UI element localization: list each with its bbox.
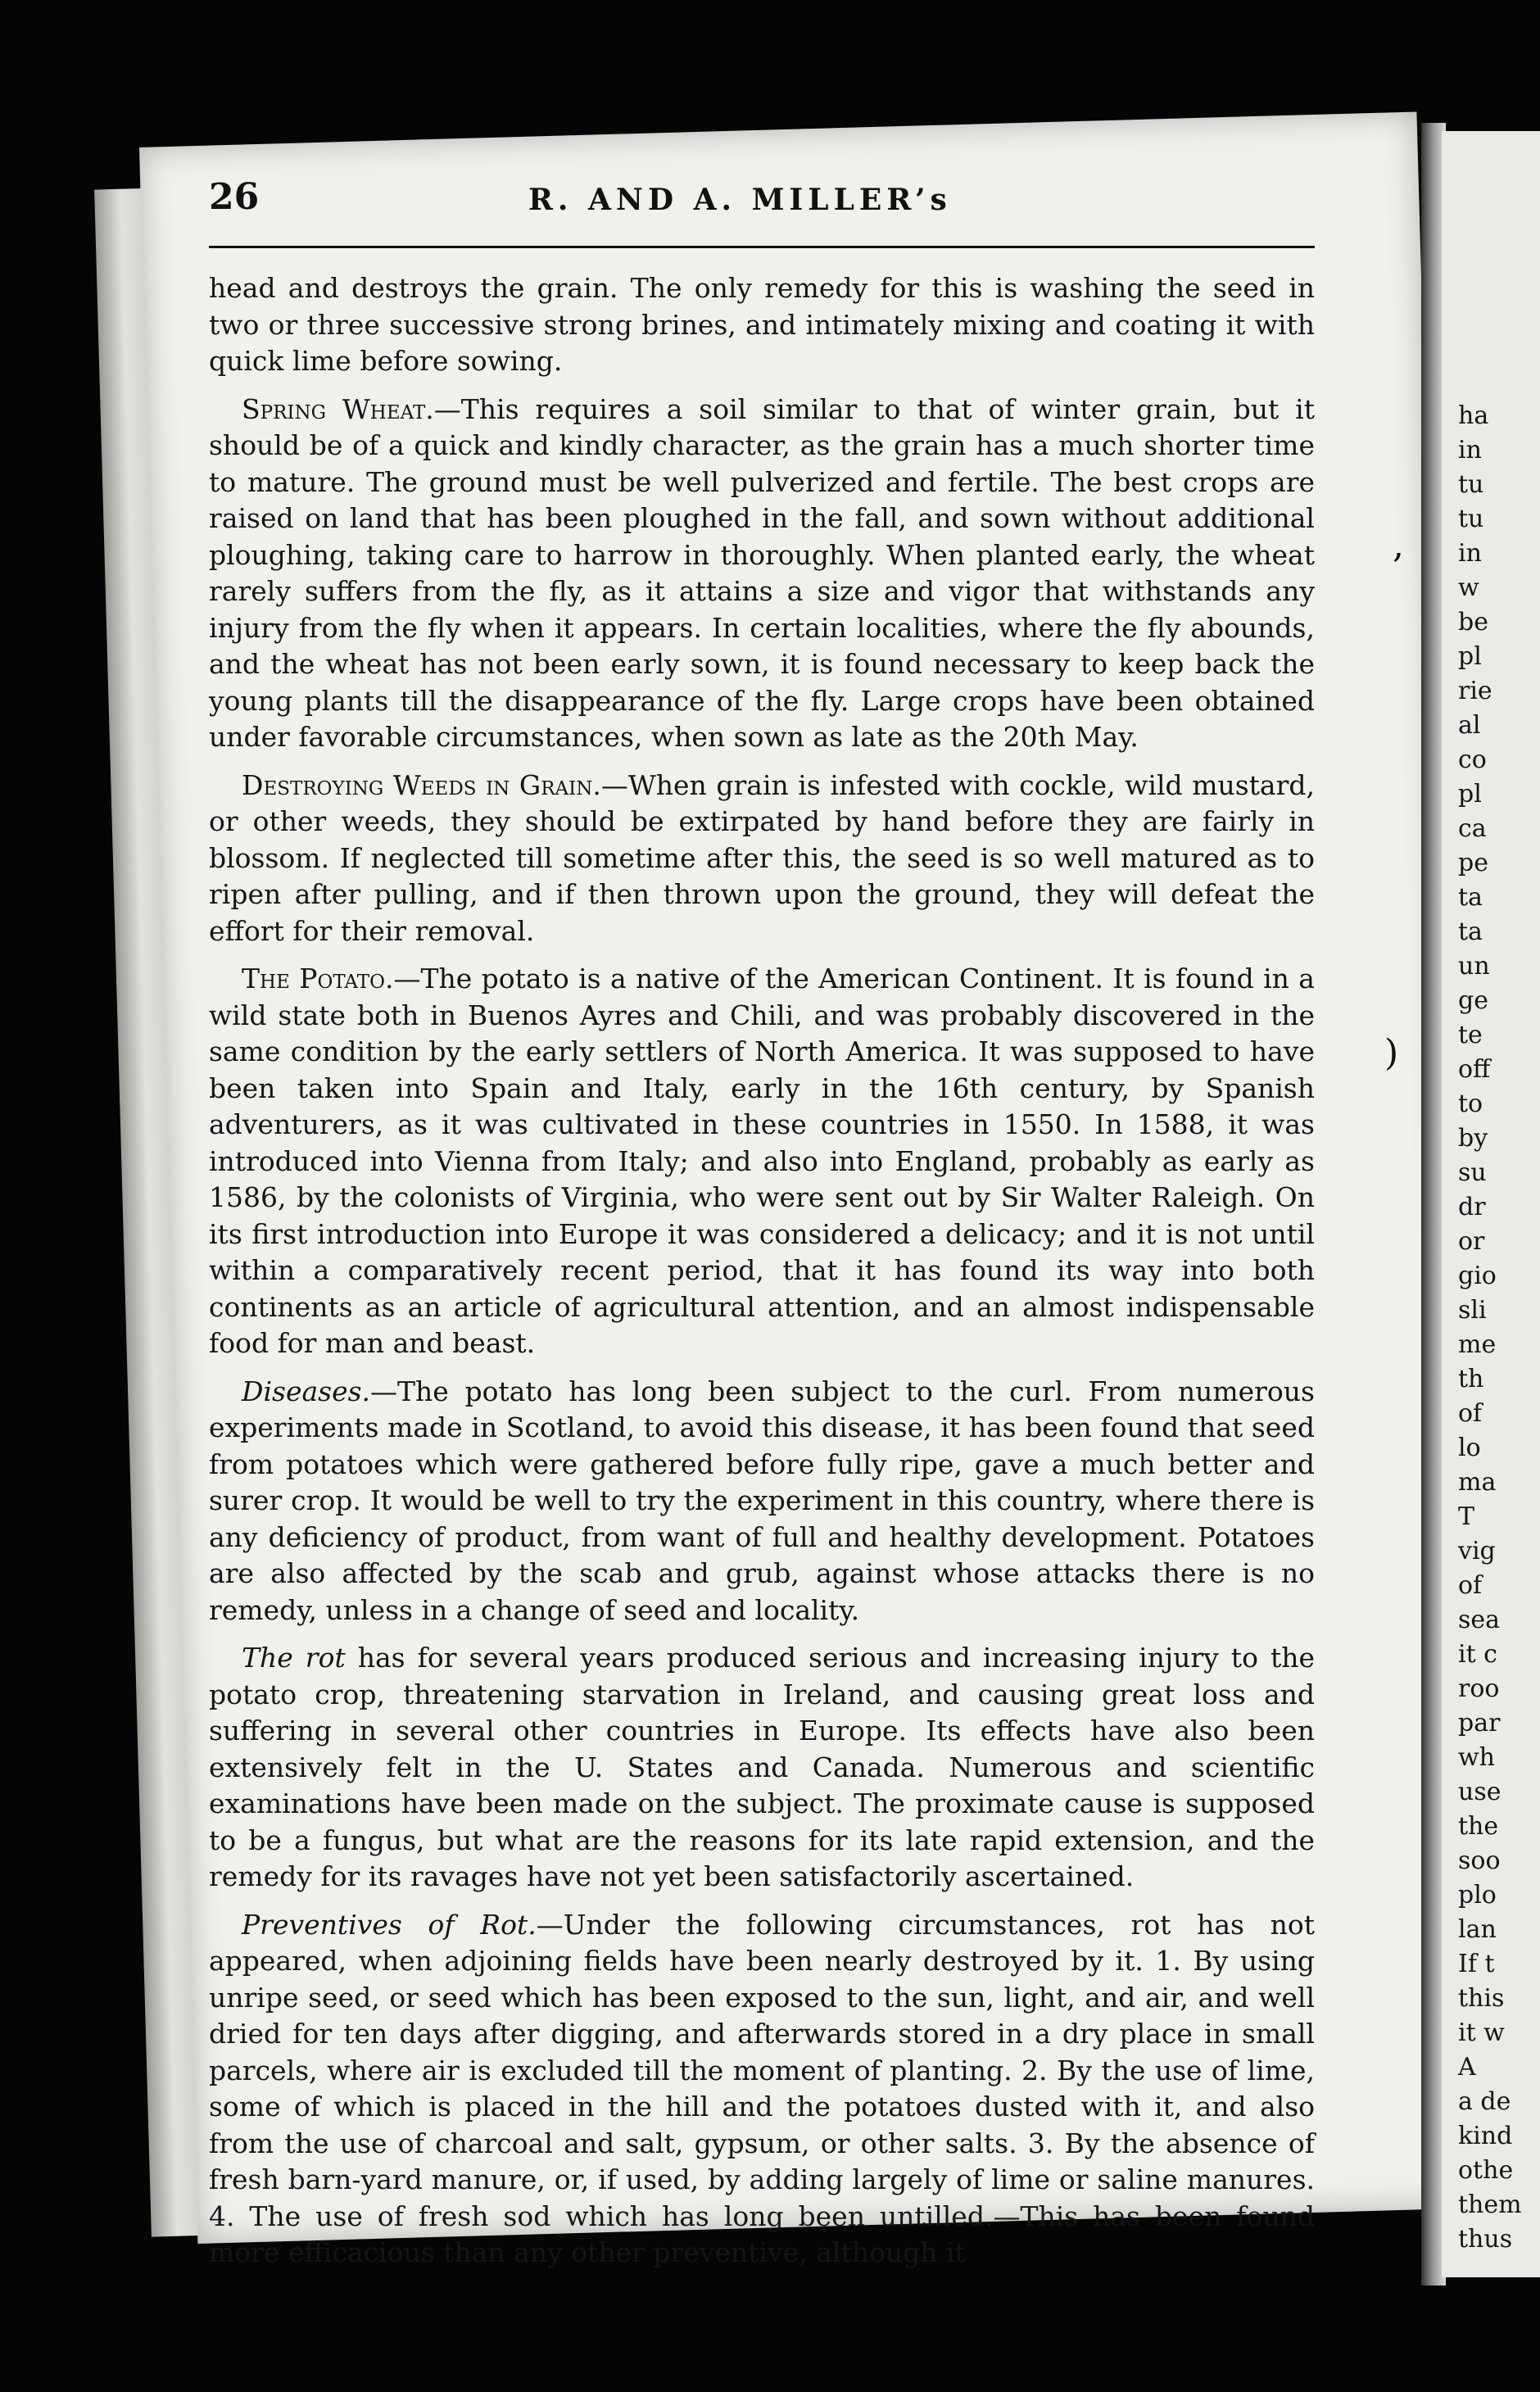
paragraph-text: —The potato has long been subject to the curl. From numerous experiments made in Scotland, to avoid this disease, it has been found that seed from potatoes which were gathered before fully ripe, gave a much better and surer crop. It would be well to try the experiment in this country, where there is any deficiency of product, from want of full and healthy development. Potatoes are also affected by the scab and grub, against whose attacks there is no remedy, unless in a change of seed and locality.	[209, 1375, 1315, 1626]
next-page-fragment: co	[1458, 745, 1487, 774]
next-page-fragment: thus	[1458, 2225, 1513, 2254]
page-body	[209, 270, 1315, 2283]
paragraph-preventives	[209, 1907, 1315, 2272]
next-page-fragment: soo	[1458, 1846, 1501, 1875]
section-heading: Spring Wheat.	[242, 392, 434, 425]
page-number: 26	[209, 176, 260, 218]
next-page-fragment: kind	[1458, 2122, 1513, 2150]
section-heading: The rot	[242, 1642, 346, 1674]
next-page-fragment: it w	[1458, 2018, 1505, 2047]
next-page-fragment: the	[1458, 1812, 1499, 1841]
next-page-fragment: pe	[1458, 849, 1488, 877]
next-page-fragment: dr	[1458, 1193, 1486, 1221]
next-page-fragment: ha	[1458, 401, 1489, 430]
paragraph-text: —Under the following circumstances, rot has not appeared, when adjoining fields have been nearly destroyed by it. 1. By using unripe seed, or seed which has been exposed to the sun, light, and air, and well dried for ten days after digging, and afterwards stored in a dry place in small parcels, where air is excluded till the moment of planting. 2. By the use of lime, some of which is placed in the hill and the potatoes dusted with it, and also from the use of charcoal and salt, gypsum, or other salts. 3. By the absence of fresh barn-yard manure, or, if used, by adding largely of lime or saline manures. 4. The use of fresh sod which has long been untilled.—This has been found more efficacious than any other preventive, although it	[209, 1908, 1316, 2268]
paragraph-spring-wheat	[209, 392, 1315, 756]
next-page-fragment: su	[1458, 1158, 1487, 1187]
next-page-fragment: rie	[1458, 677, 1492, 705]
paragraph-potato	[209, 961, 1315, 1362]
paragraph	[209, 270, 1315, 380]
paragraph-rot	[209, 1640, 1315, 1896]
margin-mark: ,	[1393, 524, 1404, 566]
next-page-fragment: un	[1458, 952, 1490, 981]
next-page-fragment: by	[1458, 1124, 1488, 1153]
next-page-fragment: tu	[1458, 470, 1484, 499]
next-page-fragment: vig	[1458, 1537, 1496, 1565]
next-page-fragment: gio	[1458, 1262, 1497, 1290]
page-header	[209, 176, 1323, 242]
next-page-fragment: al	[1458, 711, 1481, 740]
paragraph-text: —When grain is infested with cockle, wild mustard, or other weeds, they should be extirpated by hand before they are fairly in blossom. If neglected till sometime after this, the seed is so well matured as to ripen after pulling, and if then thrown upon the ground, they will defeat the effort for their removal.	[209, 768, 1315, 947]
next-page-fragment: or	[1458, 1227, 1485, 1256]
next-page-fragment: othe	[1458, 2156, 1514, 2185]
paragraph-text: head and destroys the grain. The only remedy for this is washing the seed in two or three successive strong brines, and intimately mixing and coating it with quick lime before sowing.	[209, 272, 1315, 377]
paragraph-text: —The potato is a native of the American Continent. It is found in a wild state both in Buenos Ayres and Chili, and was probably discovered in the same condition by the early settlers of North America. It was supposed to have been taken into Spain and Italy, early in the 16th century, by Spanish adventurers, as it was cultivated in these countries in 1550. In 1588, it was introduced into Vienna from Italy; and also into England, probably as early as 1586, by the colonists of Virginia, who were sent out by Sir Walter Raleigh. On its first introduction into Europe it was considered a delicacy; and it is not until within a comparatively recent period, that it has found its way into both continents as an article of agricultural attention, and an almost indispensable food for man and beast.	[209, 963, 1315, 1359]
next-page-fragment: be	[1458, 608, 1488, 637]
next-page-fragment: par	[1458, 1709, 1501, 1737]
next-page-fragment: w	[1458, 573, 1479, 602]
next-page-fragment: A	[1458, 2053, 1476, 2082]
next-page-fragment: ta	[1458, 917, 1483, 946]
paragraph-diseases	[209, 1374, 1315, 1629]
next-page-fragment: ta	[1458, 883, 1483, 912]
next-page-fragment: lo	[1458, 1434, 1481, 1462]
next-page-fragment: of	[1458, 1399, 1483, 1428]
running-head: R. AND A. MILLER’s	[528, 183, 952, 217]
paragraph-text: has for several years produced serious and increasing injury to the potato crop, threatening starvation in Ireland, and causing great loss and suffering in several other countries in Europe. Its effects have also been extensively felt in the U. States and Canada. Numerous and scientific examinations have been made on the subject. The proximate cause is supposed to be a fungus, but what are the reasons for its late rapid extension, and the remedy for its ravages have not yet been satisfactorily ascertained.	[209, 1642, 1315, 1892]
header-rule	[209, 246, 1315, 248]
next-page-fragment: them	[1458, 2190, 1522, 2219]
next-page-fragment: to	[1458, 1090, 1483, 1118]
next-page-fragment: lan	[1458, 1915, 1497, 1944]
next-page-fragment: pl	[1458, 780, 1482, 809]
section-heading: Diseases.	[242, 1375, 371, 1407]
paragraph-text: —This requires a soil similar to that of winter grain, but it should be of a quick and kindly character, as the grain has a much shorter time to mature. The ground must be well pulverized and fertile. The best crops are raised on land that has been ploughed in the fall, and sown without additional ploughing, taking care to harrow in thoroughly. When planted early, the wheat rarely suffers from the fly, as it attains a size and vigor that withstands any injury from the fly when it appears. In certain localities, where the fly abounds, and the wheat has not been early sown, it is found necessary to keep back the young plants till the disappearance of the fly. Large crops have been obtained under favorable circumstances, when sown as late as the 20th May.	[209, 392, 1315, 753]
section-heading: The Potato.	[242, 963, 394, 994]
next-page-fragment: plo	[1458, 1881, 1497, 1910]
next-page-fragment: off	[1458, 1055, 1491, 1084]
next-page-fragment: wh	[1458, 1743, 1495, 1772]
next-page-edge	[1442, 131, 1540, 2277]
next-page-fragment: tu	[1458, 505, 1484, 533]
paragraph-destroying-weeds	[209, 768, 1315, 950]
next-page-fragment: pl	[1458, 642, 1482, 671]
next-page-fragment: of	[1458, 1571, 1483, 1600]
next-page-fragment: a de	[1458, 2087, 1511, 2116]
next-page-fragment: ca	[1458, 814, 1487, 843]
next-page-fragment: roo	[1458, 1674, 1500, 1703]
section-heading: Destroying Weeds in Grain.	[242, 768, 601, 801]
next-page-fragment: th	[1458, 1365, 1484, 1393]
next-page-fragment: ma	[1458, 1468, 1497, 1497]
next-page-fragment: me	[1458, 1330, 1497, 1359]
next-page-fragment: it c	[1458, 1640, 1497, 1669]
next-page-fragment: in	[1458, 539, 1482, 568]
next-page-fragment: this	[1458, 1984, 1505, 2013]
next-page-fragment: in	[1458, 436, 1482, 464]
next-page-fragment: use	[1458, 1778, 1502, 1806]
next-page-fragment: If t	[1458, 1950, 1495, 1978]
next-page-fragment: ge	[1458, 986, 1488, 1015]
next-page-fragment: te	[1458, 1021, 1483, 1049]
section-heading: Preventives of Rot.	[242, 1908, 537, 1941]
next-page-fragment: sli	[1458, 1296, 1487, 1325]
next-page-fragment: T	[1458, 1502, 1475, 1531]
margin-mark: )	[1384, 1032, 1399, 1074]
next-page-fragment: sea	[1458, 1606, 1501, 1634]
